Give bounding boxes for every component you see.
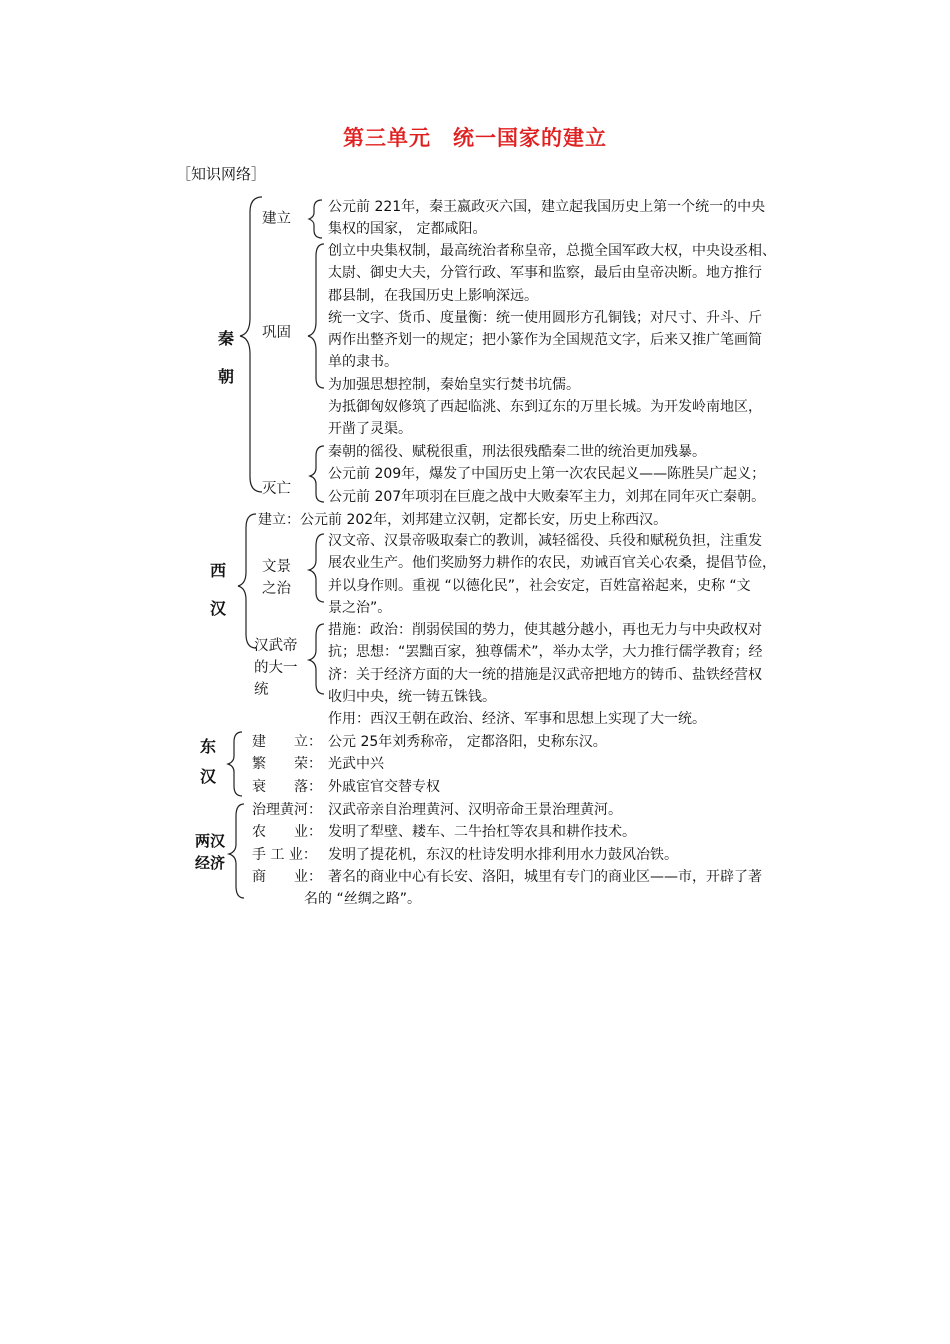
han-economy-row-label: 商 业：: [252, 868, 322, 885]
western-han-brace: [238, 514, 256, 648]
eastern-han-row-label: 建 立：: [252, 734, 322, 750]
wenjing-line: 景之治”。: [328, 599, 392, 616]
han-economy-row: [252, 866, 762, 888]
wenjing-label-line: 之治: [262, 581, 291, 597]
qin-consolidation-brace: [308, 244, 324, 388]
qin-consolidation-label: 巩固: [262, 325, 291, 341]
qin-consolidation-line: 为加强思想控制，秦始皇实行焚书坑儒。: [328, 376, 580, 393]
wudi-text: [328, 619, 763, 730]
han-economy-row-label: 手 工 业：: [252, 846, 317, 863]
western-han-founding: 建立：公元前 202年，刘邦建立汉朝，定都长安，历史上称西汉。: [258, 512, 668, 528]
qin-consolidation-line: 为抵御匈奴修筑了西起临洮、东到辽东的万里长城。为开发岭南地区，: [328, 399, 762, 416]
wenjing-brace: [309, 534, 324, 602]
wenjing-label: [262, 556, 291, 600]
han-economy-brace: [229, 804, 244, 898]
qin-founding-line: 公元前 221年，秦王嬴政灭六国，建立起我国历史上第一个统一的中央: [328, 199, 766, 215]
wenjing-label-line: 文景: [262, 559, 291, 575]
wenjing-text: [328, 530, 776, 619]
eastern-han-row-text: 外戚宦官交替专权: [328, 778, 440, 795]
qin-fall-line: 秦朝的徭役、赋税很重，刑法很残酷秦二世的统治更加残暴。: [328, 444, 706, 460]
wenjing-line: 并以身作则。重视 “以德化民”，社会安定，百姓富裕起来，史称 “文: [328, 577, 751, 594]
han-economy-row-label: 农 业：: [252, 824, 322, 841]
qin-fall-brace: [310, 446, 324, 502]
han-economy-rows: [252, 799, 762, 910]
page-title: 第三单元 统一国家的建立: [343, 125, 607, 150]
wudi-label: [254, 635, 298, 701]
eastern-han-row-label: 繁 荣：: [252, 756, 322, 773]
western-han-label-char-2: 汉: [209, 599, 226, 618]
qin-fall-line: 公元前 207年项羽在巨鹿之战中大败秦军主力，刘邦在同年灭亡秦朝。: [328, 488, 766, 505]
han-economy-row: [252, 844, 762, 866]
wenjing-line: 汉文帝、汉景帝吸取秦亡的教训，减轻徭役、兵役和赋税负担，注重发: [328, 533, 762, 549]
eastern-han-rows: [252, 731, 607, 798]
han-economy-row-text: 发明了提花机，东汉的杜诗发明水排利用水力鼓风冶铁。: [328, 846, 678, 863]
qin-label: [214, 320, 238, 396]
qin-fall-text: [328, 441, 765, 508]
qin-founding-line: 集权的国家， 定都咸阳。: [328, 221, 487, 238]
section-heading: ［知识网络］: [176, 165, 267, 183]
qin-consolidation-line: 郡县制，在我国历史上影响深远。: [328, 287, 538, 304]
qin-brace: [240, 197, 262, 492]
western-han-label: [206, 552, 230, 628]
han-economy-row-label: 治理黄河：: [252, 802, 322, 818]
han-economy-row: [252, 799, 762, 821]
wudi-line: 收归中央，统一铸五铢钱。: [328, 688, 496, 705]
qin-label-char-1: 秦: [217, 329, 234, 348]
wudi-label-line: 汉武帝: [254, 638, 298, 654]
han-economy-row-text: 著名的商业中心有长安、洛阳，城里有专门的商业区——市，开辟了著: [328, 868, 762, 885]
wudi-line: 济：关于经济方面的大一统的措施是汉武帝把地方的铸币、盐铁经营权: [328, 666, 762, 683]
han-economy-label-line: 经济: [194, 854, 225, 872]
wudi-label-line: 统: [254, 682, 269, 698]
eastern-han-label-char-2: 汉: [199, 767, 216, 786]
eastern-han-row: [252, 753, 607, 775]
eastern-han-row-label: 衰 落：: [252, 778, 322, 795]
han-economy-label: [190, 830, 230, 874]
wudi-brace: [309, 624, 324, 694]
han-economy-continuation: 名的 “丝绸之路”。: [304, 891, 421, 908]
wudi-label-line: 的大一: [254, 660, 298, 676]
qin-consolidation-line: 统一文字、货币、度量衡：统一使用圆形方孔铜钱；对尺寸、升斗、斤: [328, 309, 762, 326]
qin-consolidation-line: 两作出整齐划一的规定；把小篆作为全国规范文字，后来又推广笔画简: [328, 332, 762, 349]
qin-consolidation-line: 开凿了灵渠。: [328, 421, 412, 438]
han-economy-row-text: 汉武帝亲自治理黄河、汉明帝命王景治理黄河。: [328, 802, 622, 818]
qin-founding-brace: [309, 200, 322, 238]
qin-founding-label: 建立: [262, 211, 291, 227]
wudi-line: 作用：西汉王朝在政治、经济、军事和思想上实现了大一统。: [328, 711, 706, 728]
qin-consolidation-line: 单的隶书。: [328, 354, 398, 371]
eastern-han-row-text: 公元 25年刘秀称帝， 定都洛阳，史称东汉。: [328, 734, 607, 750]
qin-label-char-2: 朝: [217, 367, 234, 386]
qin-consolidation-line: 创立中央集权制，最高统治者称皇帝，总揽全国军政大权，中央设丞相、: [328, 243, 776, 259]
qin-consolidation-line: 太尉、御史大夫，分管行政、军事和监察，最后由皇帝决断。地方推行: [328, 265, 762, 282]
eastern-han-label-char-1: 东: [199, 737, 216, 756]
wenjing-line: 展农业生产。他们奖励努力耕作的农民，劝诫百官关心农桑，提倡节俭，: [328, 555, 776, 572]
qin-fall-label: 灭亡: [262, 481, 291, 497]
qin-founding-text: [328, 196, 765, 241]
eastern-han-row-text: 光武中兴: [328, 756, 384, 773]
eastern-han-brace: [228, 732, 242, 796]
eastern-han-label: [196, 732, 220, 792]
han-economy-label-line: 两汉: [194, 832, 225, 850]
western-han-label-char-1: 西: [209, 561, 226, 580]
qin-consolidation-text: [328, 240, 776, 441]
han-economy-row-text: 发明了犁壁、耧车、二牛抬杠等农具和耕作技术。: [328, 824, 636, 841]
eastern-han-row: [252, 776, 607, 798]
eastern-han-row: [252, 731, 607, 753]
han-economy-row: [252, 821, 762, 843]
wudi-line: 抗；思想：“罢黜百家，独尊儒术”，举办太学，大力推行儒学教育；经: [328, 644, 763, 661]
qin-fall-line: 公元前 209年，爆发了中国历史上第一次农民起义——陈胜吴广起义；: [328, 466, 766, 483]
wudi-line: 措施：政治：削弱侯国的势力，使其越分越小，再也无力与中央政权对: [328, 622, 762, 638]
